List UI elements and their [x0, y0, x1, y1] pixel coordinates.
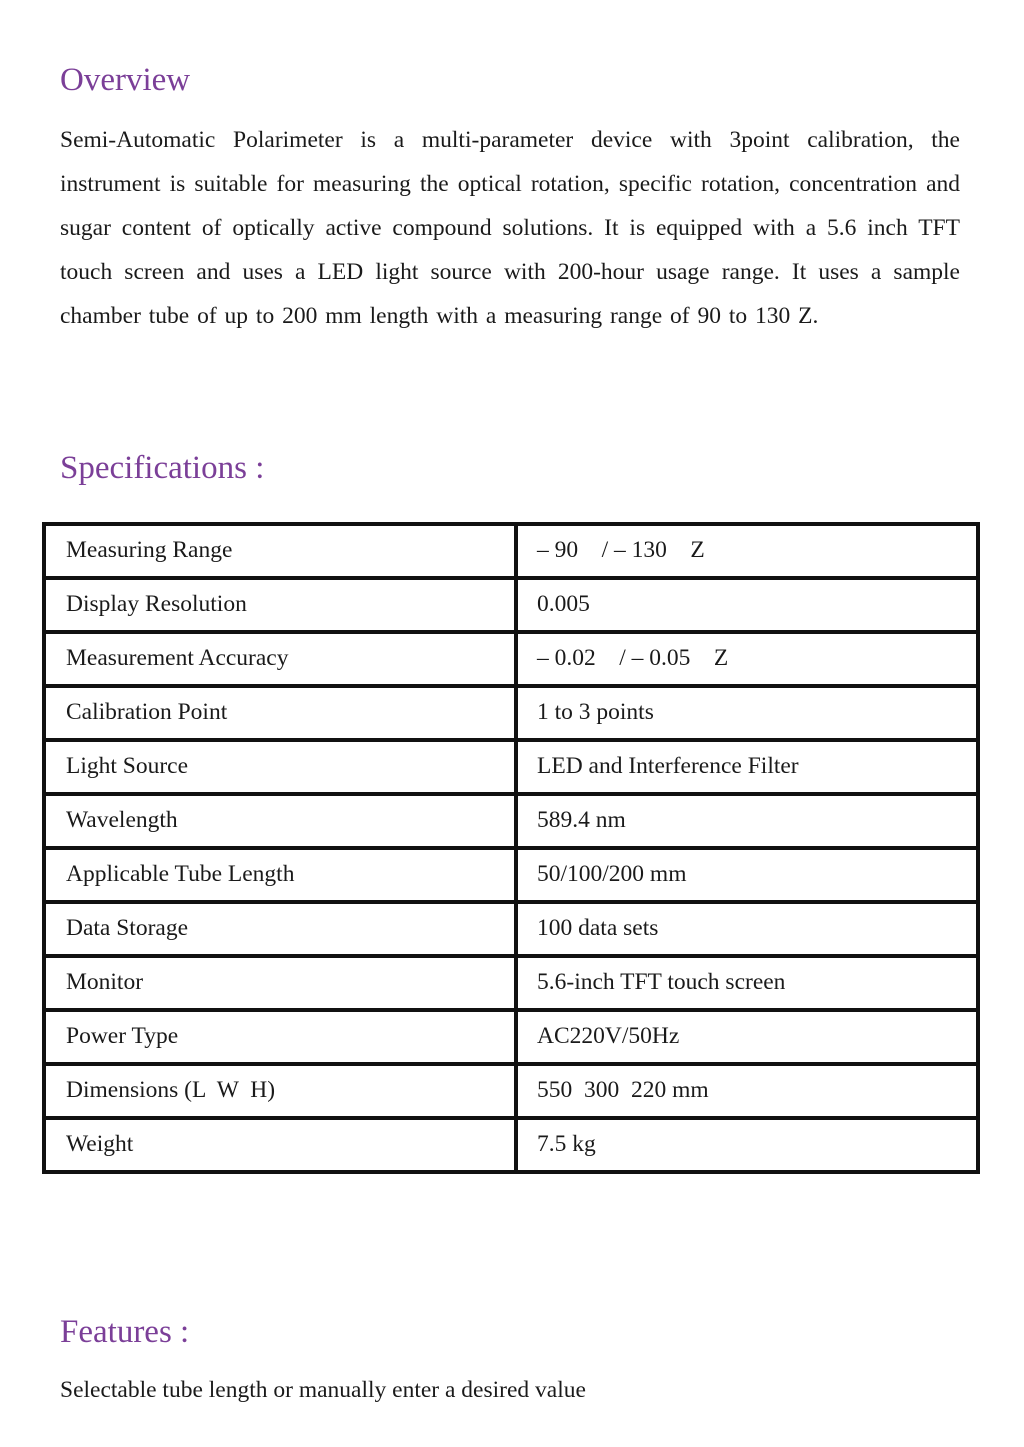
specifications-table — [42, 522, 980, 1174]
spec-value: AC220V/50Hz — [516, 1010, 978, 1064]
spec-row — [44, 686, 978, 740]
spec-label: Power Type — [44, 1010, 516, 1064]
spec-row — [44, 524, 978, 578]
spec-label: Light Source — [44, 740, 516, 794]
spec-row — [44, 740, 978, 794]
spec-label: Measuring Range — [44, 524, 516, 578]
specifications-heading: Specifications : — [60, 450, 265, 486]
spec-value: LED and Interference Filter — [516, 740, 978, 794]
spec-row — [44, 794, 978, 848]
features-heading: Features : — [60, 1314, 190, 1350]
overview-heading: Overview — [60, 62, 191, 98]
spec-value: 5.6-inch TFT touch screen — [516, 956, 978, 1010]
spec-value: 550 300 220 mm — [516, 1064, 978, 1118]
spec-row — [44, 1064, 978, 1118]
spec-value: 7.5 kg — [516, 1118, 978, 1172]
spec-row — [44, 1118, 978, 1172]
overview-paragraph: Semi-Automatic Polarimeter is a multi-parameter device with 3point calibration, the instrument is suitable for measuring the optical rotation, specific rotation, concentration and sugar content of optically active compound solutions. It is equipped with a 5.6 inch TFT touch screen and uses a LED light source with 200-hour usage range. It uses a sample chamber tube of up to 200 mm length with a measuring range of 90 to 130 Z. — [60, 127, 960, 329]
spec-value: 0.005 — [516, 578, 978, 632]
spec-value: 100 data sets — [516, 902, 978, 956]
spec-value: 50/100/200 mm — [516, 848, 978, 902]
spec-label: Data Storage — [44, 902, 516, 956]
spec-row — [44, 1010, 978, 1064]
spec-value: – 0.02 / – 0.05 Z — [516, 632, 978, 686]
spec-value: 589.4 nm — [516, 794, 978, 848]
spec-row — [44, 902, 978, 956]
spec-row — [44, 632, 978, 686]
feature-item: Selectable tube length or manually enter a desired value — [60, 1377, 586, 1403]
spec-label: Monitor — [44, 956, 516, 1010]
spec-value: – 90 / – 130 Z — [516, 524, 978, 578]
spec-label: Measurement Accuracy — [44, 632, 516, 686]
spec-label: Wavelength — [44, 794, 516, 848]
spec-label: Weight — [44, 1118, 516, 1172]
spec-label: Applicable Tube Length — [44, 848, 516, 902]
spec-value: 1 to 3 points — [516, 686, 978, 740]
spec-label: Display Resolution — [44, 578, 516, 632]
spec-label: Calibration Point — [44, 686, 516, 740]
spec-row — [44, 848, 978, 902]
spec-label: Dimensions (L W H) — [44, 1064, 516, 1118]
spec-row — [44, 956, 978, 1010]
spec-row — [44, 578, 978, 632]
